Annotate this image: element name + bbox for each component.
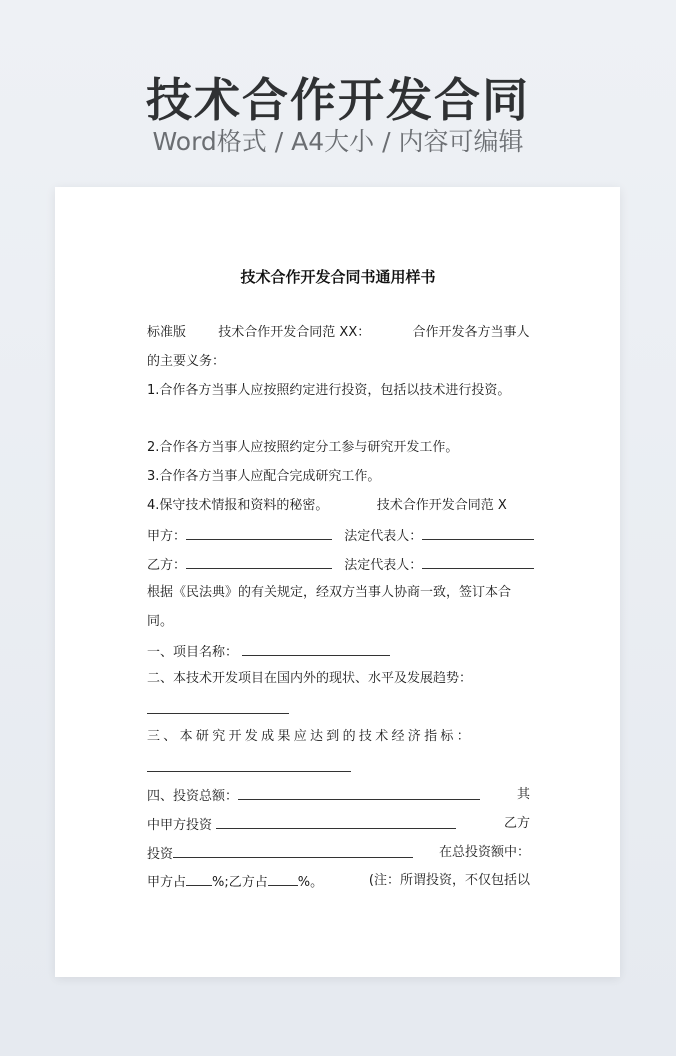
investment-total-blank[interactable]	[238, 785, 480, 800]
doc-line-project-name	[147, 641, 530, 663]
doc-line-15	[147, 814, 530, 836]
doc-line-5: 3.合作各方当事人应配合完成研究工作。	[147, 469, 381, 484]
doc-line-10: 同。	[147, 614, 174, 629]
legal-rep-a-blank[interactable]	[422, 525, 534, 540]
document-title: 技术合作开发合同书通用样书	[240, 268, 436, 286]
doc-line-17	[147, 871, 530, 893]
doc-text: 其	[516, 787, 530, 802]
doc-line-3: 1.合作各方当事人应按照约定进行投资，包括以技术进行投资。	[147, 383, 511, 398]
party-a-share-blank[interactable]	[186, 871, 212, 886]
doc-line-4: 2.合作各方当事人应按照约定分工参与研究开发工作。	[147, 440, 459, 455]
doc-text: %。	[297, 875, 324, 890]
doc-line-investment	[147, 785, 530, 807]
status-blank[interactable]	[147, 713, 289, 714]
party-a-investment-blank[interactable]	[216, 814, 456, 829]
party-b-investment-blank[interactable]	[173, 843, 413, 858]
party-a-investment-label: 中甲方投资	[147, 818, 213, 833]
doc-line-party-b	[147, 554, 530, 576]
doc-line-party-a	[147, 525, 530, 547]
doc-text: 乙方	[503, 816, 530, 831]
page-subtitle: Word格式 / A4大小 / 内容可编辑	[152, 127, 524, 156]
doc-text: 在总投资额中：	[438, 845, 530, 860]
doc-line-13: 三、本研究开发成果应达到的技术经济指标：	[147, 729, 474, 744]
doc-line-9: 根据《民法典》的有关规定，经双方当事人协商一致，签订本合	[147, 585, 512, 600]
party-a-share-label: 甲方占	[147, 875, 187, 890]
doc-text: 技术合作开发合同范 X	[376, 498, 507, 513]
doc-text: 4.保守技术情报和资料的秘密。	[147, 498, 329, 513]
legal-rep-label: 法定代表人：	[344, 558, 423, 573]
page-title: 技术合作开发合同	[146, 73, 530, 127]
party-a-label: 甲方：	[147, 529, 187, 544]
party-b-share-label: %;乙方占	[212, 875, 268, 890]
legal-rep-b-blank[interactable]	[422, 554, 534, 569]
doc-text: 技术合作开发合同范 XX：	[218, 325, 371, 340]
party-b-blank[interactable]	[186, 554, 332, 569]
doc-text: 标准版	[147, 325, 187, 340]
doc-line-6	[147, 496, 530, 516]
party-b-share-blank[interactable]	[268, 871, 298, 886]
doc-line-1	[147, 323, 530, 343]
project-name-label: 一、项目名称：	[147, 645, 239, 660]
party-b-label: 乙方：	[147, 558, 187, 573]
party-b-investment-label: 投资	[147, 847, 174, 862]
project-name-blank[interactable]	[242, 641, 390, 656]
party-a-blank[interactable]	[186, 525, 332, 540]
doc-line-12: 二、本技术开发项目在国内外的现状、水平及发展趋势：	[147, 671, 473, 686]
doc-text: (注：所谓投资，不仅包括以	[368, 873, 530, 888]
indicators-blank[interactable]	[147, 771, 351, 772]
doc-text: 合作开发各方当事人	[412, 325, 530, 340]
doc-line-2: 的主要义务：	[147, 354, 226, 369]
investment-label: 四、投资总额：	[147, 789, 239, 804]
legal-rep-label: 法定代表人：	[344, 529, 423, 544]
doc-line-16	[147, 843, 530, 865]
